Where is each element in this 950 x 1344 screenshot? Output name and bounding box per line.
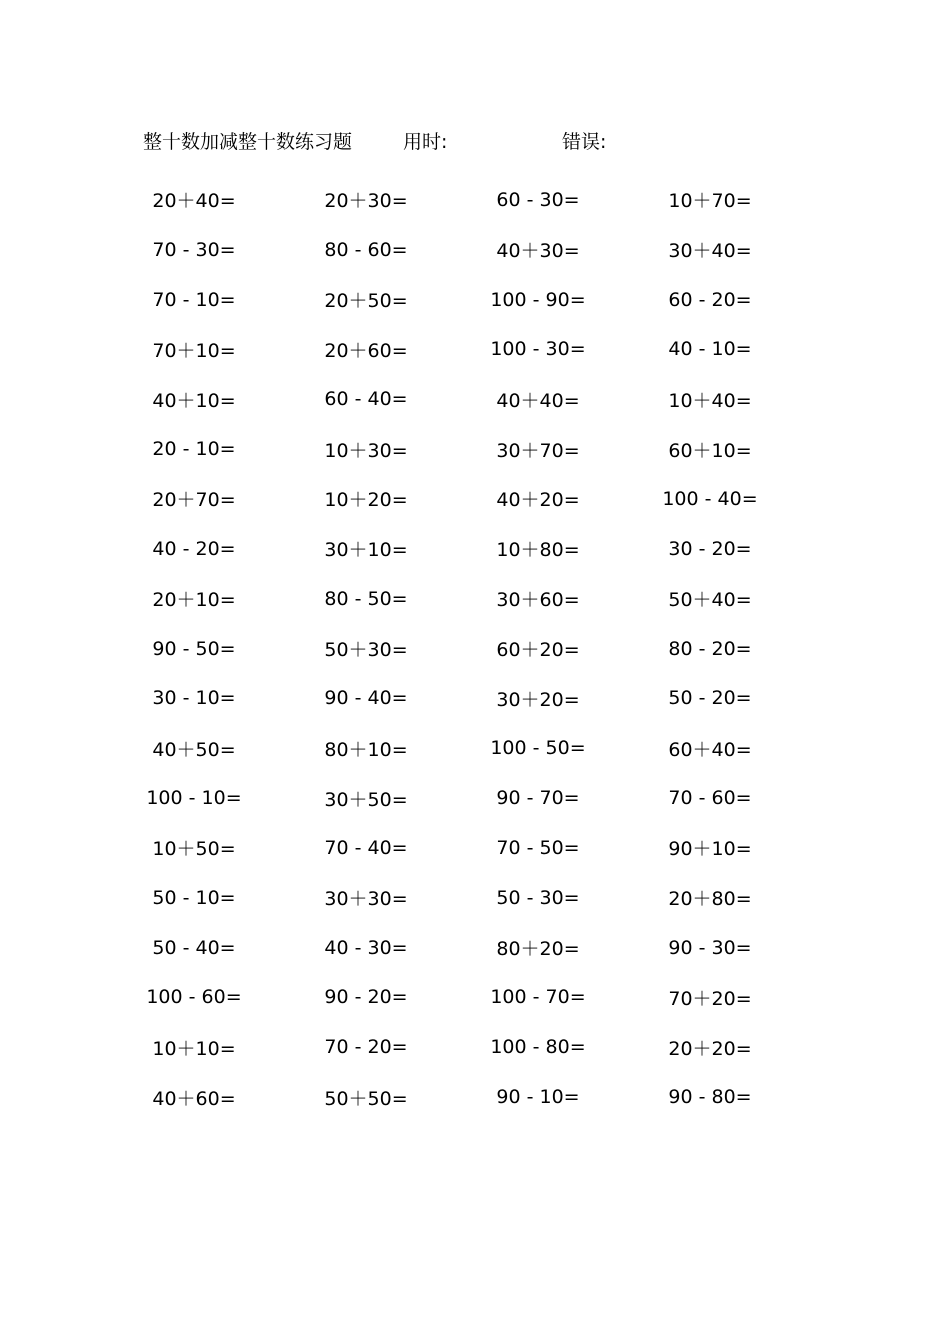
- problem-item: 50 - 40=: [152, 936, 236, 959]
- problem-item: 100 - 10=: [146, 787, 242, 810]
- problem-item: 100 - 40=: [662, 487, 758, 510]
- problem-item: 40 - 30=: [324, 936, 408, 959]
- problem-item: 20＋40=: [152, 190, 236, 213]
- problem-item: 100 - 30=: [490, 338, 586, 361]
- problem-item: 10＋40=: [668, 389, 752, 412]
- problem-row: [108, 873, 796, 923]
- problem-row: [108, 524, 796, 574]
- problem-item: 50 - 20=: [668, 687, 752, 710]
- problem-row: [108, 175, 796, 225]
- problem-item: 20＋50=: [324, 290, 408, 313]
- problem-item: 40＋50=: [152, 738, 236, 761]
- problem-item: 80＋20=: [496, 938, 580, 961]
- problem-item: 100 - 70=: [490, 986, 586, 1009]
- problem-row: [108, 374, 796, 424]
- problem-row: [108, 673, 796, 723]
- problem-row: [108, 923, 796, 973]
- problem-item: 90 - 40=: [324, 687, 408, 710]
- error-label: 错误:: [562, 131, 607, 153]
- problem-item: 30＋10=: [324, 539, 408, 562]
- problem-item: 60 - 20=: [668, 288, 752, 311]
- problem-item: 80 - 50=: [324, 587, 408, 610]
- problem-item: 80 - 20=: [668, 637, 752, 660]
- problem-item: 20 - 10=: [152, 438, 236, 461]
- problem-row: [108, 973, 796, 1023]
- problem-item: 40 - 10=: [668, 338, 752, 361]
- worksheet-header: [0, 128, 950, 156]
- problem-row: [108, 325, 796, 375]
- problem-item: 40＋60=: [152, 1087, 236, 1110]
- worksheet-title: 整十数加减整十数练习题: [143, 131, 353, 153]
- problem-item: 20＋70=: [152, 489, 236, 512]
- problem-item: 50 - 10=: [152, 886, 236, 909]
- problem-row: [108, 225, 796, 275]
- problem-row: [108, 1072, 796, 1122]
- problem-item: 40＋10=: [152, 389, 236, 412]
- problem-item: 10＋80=: [496, 539, 580, 562]
- problem-item: 30 - 10=: [152, 687, 236, 710]
- problem-item: 60＋20=: [496, 639, 580, 662]
- problem-item: 70＋20=: [668, 987, 752, 1010]
- problem-item: 70 - 50=: [496, 836, 580, 859]
- problem-row: [108, 823, 796, 873]
- problem-item: 80＋10=: [324, 738, 408, 761]
- problem-item: 60 - 30=: [496, 188, 580, 211]
- problem-item: 40＋40=: [496, 389, 580, 412]
- problem-grid: [108, 175, 796, 1122]
- problem-item: 30＋70=: [496, 439, 580, 462]
- problem-item: 10＋30=: [324, 439, 408, 462]
- problem-item: 30＋60=: [496, 589, 580, 612]
- problem-item: 30＋50=: [324, 788, 408, 811]
- problem-item: 20＋60=: [324, 339, 408, 362]
- problem-item: 70 - 20=: [324, 1036, 408, 1059]
- problem-item: 60＋10=: [668, 439, 752, 462]
- problem-item: 90 - 10=: [496, 1086, 580, 1109]
- problem-item: 50＋30=: [324, 639, 408, 662]
- problem-item: 90 - 80=: [668, 1086, 752, 1109]
- problem-item: 100 - 80=: [490, 1036, 586, 1059]
- problem-item: 70 - 10=: [152, 288, 236, 311]
- problem-row: [108, 773, 796, 823]
- problem-item: 70＋10=: [152, 339, 236, 362]
- problem-item: 90 - 50=: [152, 637, 236, 660]
- problem-item: 10＋50=: [152, 838, 236, 861]
- problem-item: 30＋30=: [324, 888, 408, 911]
- problem-item: 50＋40=: [668, 589, 752, 612]
- problem-item: 30 - 20=: [668, 537, 752, 560]
- problem-row: [108, 624, 796, 674]
- problem-item: 40 - 20=: [152, 537, 236, 560]
- problem-item: 60＋40=: [668, 738, 752, 761]
- problem-item: 90 - 20=: [324, 986, 408, 1009]
- problem-item: 90 - 30=: [668, 936, 752, 959]
- problem-item: 40＋30=: [496, 240, 580, 263]
- problem-item: 10＋10=: [152, 1037, 236, 1060]
- problem-row: [108, 1022, 796, 1072]
- problem-item: 20＋10=: [152, 589, 236, 612]
- problem-row: [108, 275, 796, 325]
- problem-item: 10＋20=: [324, 489, 408, 512]
- problem-item: 70 - 40=: [324, 836, 408, 859]
- problem-item: 50 - 30=: [496, 886, 580, 909]
- problem-item: 20＋30=: [324, 190, 408, 213]
- time-label: 用时:: [403, 131, 448, 153]
- problem-row: [108, 574, 796, 624]
- problem-item: 40＋20=: [496, 489, 580, 512]
- problem-item: 80 - 60=: [324, 238, 408, 261]
- problem-item: 20＋80=: [668, 888, 752, 911]
- problem-item: 70 - 30=: [152, 238, 236, 261]
- problem-item: 60 - 40=: [324, 388, 408, 411]
- problem-item: 100 - 50=: [490, 737, 586, 760]
- problem-item: 90＋10=: [668, 838, 752, 861]
- problem-row: [108, 723, 796, 773]
- problem-row: [108, 474, 796, 524]
- problem-row: [108, 424, 796, 474]
- problem-item: 90 - 70=: [496, 787, 580, 810]
- problem-item: 100 - 90=: [490, 288, 586, 311]
- problem-item: 10＋70=: [668, 190, 752, 213]
- problem-item: 100 - 60=: [146, 986, 242, 1009]
- problem-item: 30＋20=: [496, 688, 580, 711]
- problem-item: 50＋50=: [324, 1087, 408, 1110]
- problem-item: 30＋40=: [668, 240, 752, 263]
- problem-item: 70 - 60=: [668, 787, 752, 810]
- problem-item: 20＋20=: [668, 1037, 752, 1060]
